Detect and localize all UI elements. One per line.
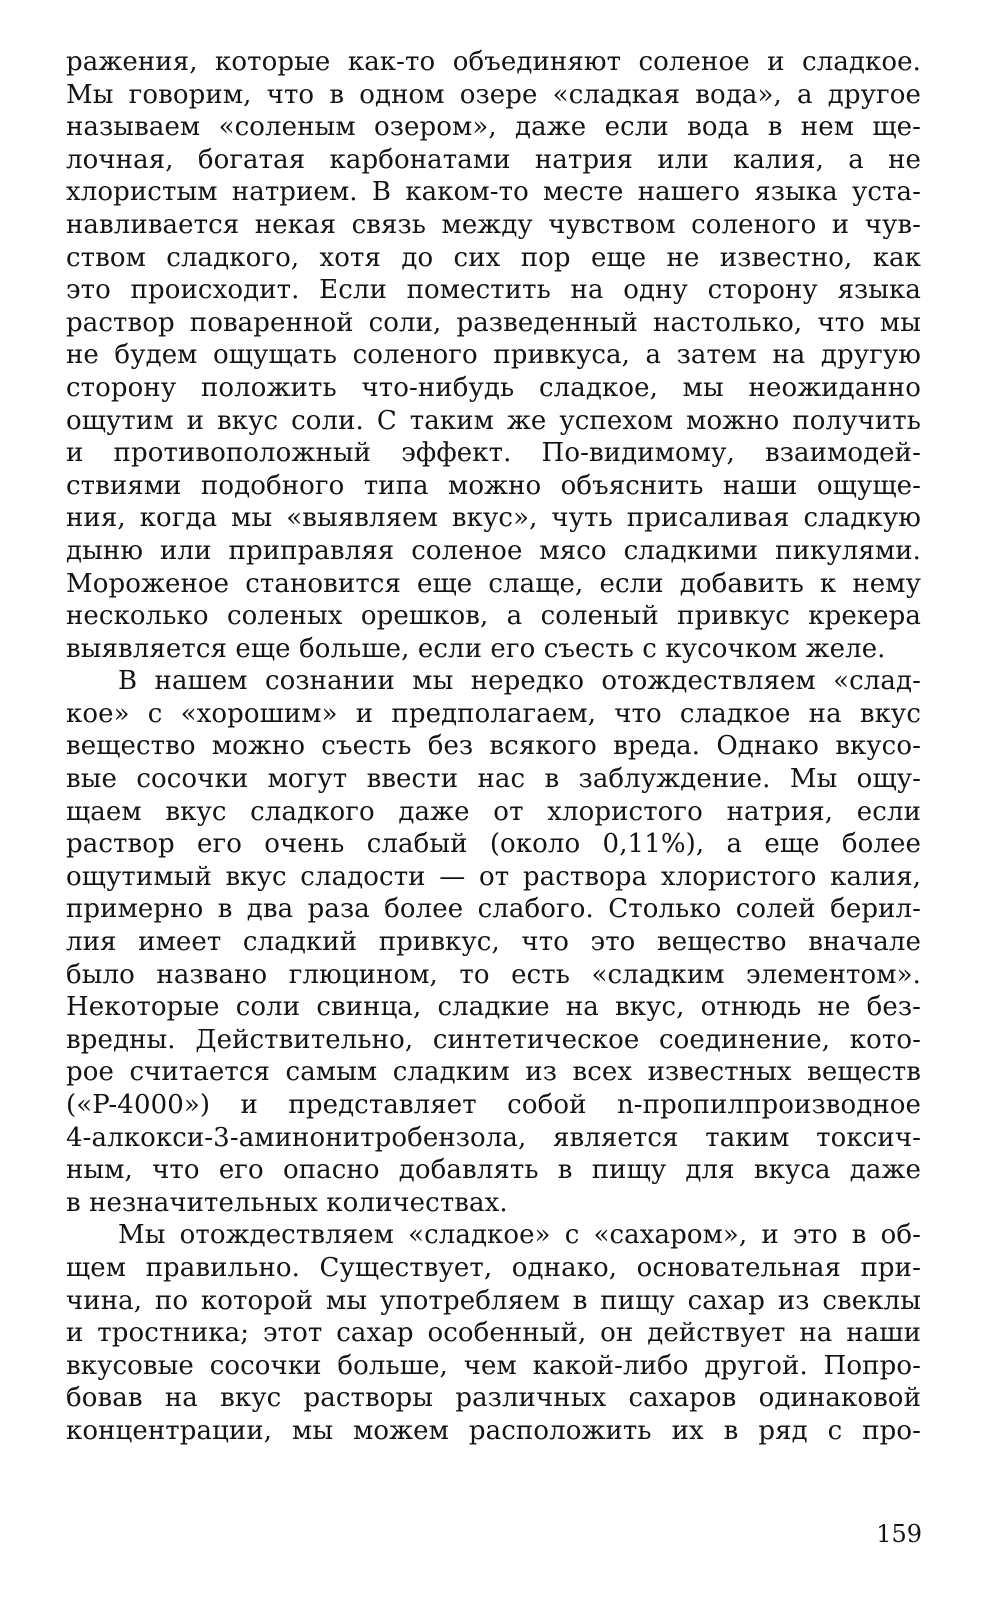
text-line: рое считается самым сладким из всех известных веществ bbox=[66, 1057, 921, 1088]
text-line: хлористым натрием. В каком-то месте нашего языка уста- bbox=[66, 177, 921, 208]
text-line: раствор его очень слабый (около 0,11%), а еще более bbox=[66, 829, 921, 860]
text-line: и тростника; этот сахар особенный, он действует на наши bbox=[66, 1318, 921, 1349]
text-line: и противоположный эффект. По-видимому, взаимодей- bbox=[66, 438, 921, 469]
text-line: называем «соленым озером», даже если вода в нем ще- bbox=[66, 112, 921, 143]
text-line: ощутимый вкус сладости — от раствора хлористого калия, bbox=[66, 861, 921, 892]
text-line: Некоторые соли свинца, сладкие на вкус, отнюдь не без- bbox=[66, 992, 921, 1023]
text-line: концентрации, мы можем расположить их в ряд с про- bbox=[66, 1415, 921, 1446]
body-text bbox=[66, 46, 921, 1448]
text-line: это происходит. Если поместить на одну сторону языка bbox=[66, 275, 921, 306]
text-line: В нашем сознании мы нередко отождествляем «слад- bbox=[118, 666, 921, 697]
text-line: ощутим и вкус соли. С таким же успехом можно получить bbox=[66, 405, 921, 436]
text-line: вкусовые сосочки больше, чем какой-либо другой. Попро- bbox=[66, 1350, 921, 1381]
text-line: кое» с «хорошим» и предполагаем, что сладкое на вкус bbox=[66, 698, 921, 729]
text-line: 4-алкокси-3-аминонитробензола, является таким токсич- bbox=[66, 1122, 921, 1153]
text-line: («P-4000») и представляет собой n-пропилпроизводное bbox=[66, 1090, 921, 1120]
text-line: чина, по которой мы употребляем в пищу сахар из свеклы bbox=[66, 1285, 921, 1316]
text-line: навливается некая связь между чувством соленого и чув- bbox=[66, 209, 921, 240]
text-line: ным, что его опасно добавлять в пищу для вкуса даже bbox=[66, 1155, 921, 1186]
text-line: дыню или приправляя соленое мясо сладкими пикулями. bbox=[66, 535, 921, 566]
text-line: было названо глюцином, то есть «сладким элементом». bbox=[66, 959, 921, 990]
text-line: ством сладкого, хотя до сих пор еще не известно, как bbox=[66, 242, 921, 273]
text-line: раствор поваренной соли, разведенный настолько, что мы bbox=[66, 307, 921, 338]
text-line: вещество можно съесть без всякого вреда. Однако вкусо- bbox=[66, 731, 921, 762]
text-line: примерно в два раза более слабого. Столько солей берил- bbox=[66, 894, 921, 925]
text-line: вредны. Действительно, синтетическое соединение, кото- bbox=[66, 1024, 921, 1055]
text-line: Мы говорим, что в одном озере «сладкая вода», а другое bbox=[66, 79, 921, 110]
text-line: вые сосочки могут ввести нас в заблуждение. Мы ощу- bbox=[66, 764, 921, 795]
text-line: несколько соленых орешков, а соленый привкус крекера bbox=[66, 601, 921, 632]
text-line: лия имеет сладкий привкус, что это вещество вначале bbox=[66, 927, 921, 958]
text-line: ражения, которые как-то объединяют соленое и сладкое. bbox=[66, 47, 921, 77]
text-line: сторону положить что-нибудь сладкое, мы неожиданно bbox=[66, 372, 921, 403]
text-line: щаем вкус сладкого даже от хлористого натрия, если bbox=[66, 796, 921, 827]
text-line: ствиями подобного типа можно объяснить наши ощуще- bbox=[66, 470, 921, 501]
text-line: лочная, богатая карбонатами натрия или калия, а не bbox=[66, 144, 921, 175]
text-line: ния, когда мы «выявляем вкус», чуть присаливая сладкую bbox=[66, 503, 921, 534]
text-line: бовав на вкус растворы различных сахаров одинаковой bbox=[66, 1383, 921, 1414]
page-number: 159 bbox=[876, 1520, 922, 1548]
text-line: Мороженое становится еще слаще, если добавить к нему bbox=[66, 568, 921, 599]
text-line: щем правильно. Существует, однако, основательная при- bbox=[66, 1252, 921, 1283]
text-line: в незначительных количествах. bbox=[66, 1187, 508, 1218]
text-line: выявляется еще больше, если его съесть с кусочком желе. bbox=[66, 633, 886, 664]
text-line: Мы отождествляем «сладкое» с «сахаром», и это в об- bbox=[118, 1220, 921, 1251]
text-line: не будем ощущать соленого привкуса, а затем на другую bbox=[66, 340, 921, 371]
